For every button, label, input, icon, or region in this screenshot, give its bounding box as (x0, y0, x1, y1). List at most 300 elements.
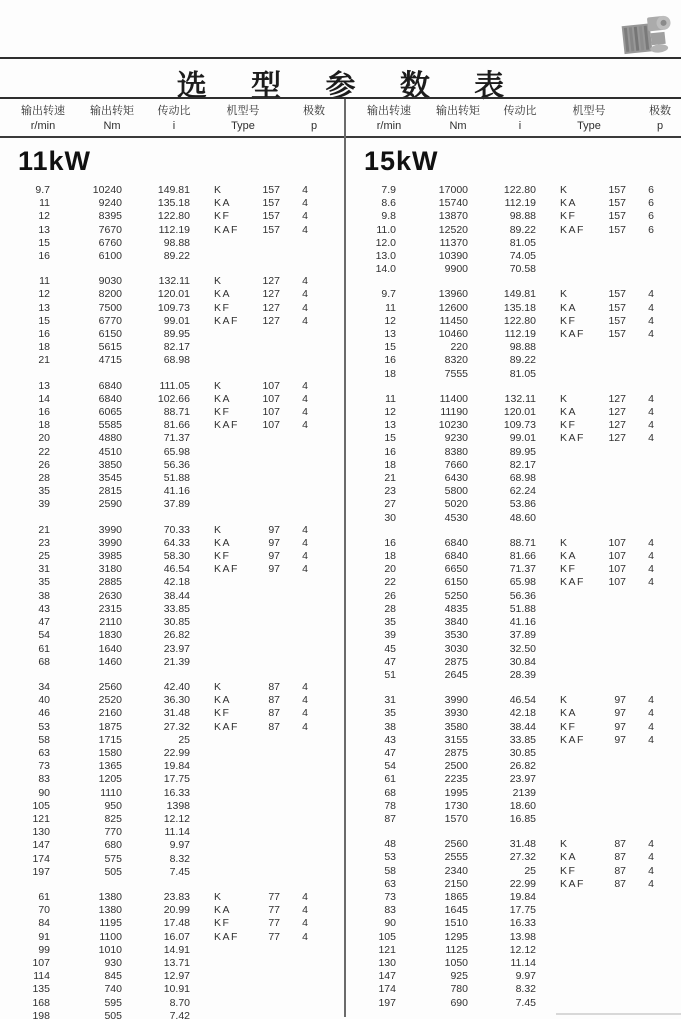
poles-cell (626, 341, 676, 354)
type-size-cell: 87 (268, 680, 280, 693)
speed-cell: 54 (384, 760, 396, 773)
column-gap (536, 865, 560, 878)
type-letters-cell (214, 853, 252, 866)
table-row (346, 406, 681, 419)
type-letters-cell (560, 472, 598, 485)
type-size-cell: 107 (608, 550, 626, 563)
type-letters-cell (214, 590, 252, 603)
table-row (0, 787, 344, 800)
type-size-cell (598, 603, 626, 616)
torque-cell: 11190 (440, 406, 468, 419)
table-row (346, 512, 681, 525)
type-letters-cell (560, 904, 598, 917)
torque-cell: 9230 (444, 432, 468, 445)
ratio-cell: 51.88 (163, 472, 190, 485)
type-size-cell (598, 957, 626, 970)
type-letters-cell (560, 263, 598, 276)
table-row (0, 432, 344, 445)
type-size-cell (598, 787, 626, 800)
column-gap (536, 800, 560, 813)
poles-cell (280, 590, 330, 603)
column-gap (536, 707, 560, 720)
type-size-cell (598, 997, 626, 1010)
torque-cell: 1195 (99, 917, 122, 930)
speed-cell: 15 (384, 432, 396, 445)
torque-cell: 770 (104, 826, 122, 839)
type-size-cell: 157 (608, 223, 626, 236)
torque-cell: 8395 (98, 210, 122, 223)
speed-cell: 9.8 (381, 210, 396, 223)
table-row (346, 341, 681, 354)
table-row (0, 237, 344, 250)
type-size-cell (598, 983, 626, 996)
ratio-cell: 33.85 (509, 733, 536, 746)
poles-cell: 4 (648, 314, 654, 327)
column-gap (190, 590, 214, 603)
torque-cell: 3530 (444, 629, 468, 642)
ratio-cell: 82.17 (163, 341, 190, 354)
poles-cell: 4 (302, 275, 308, 288)
type-letters-cell: KAF (214, 720, 239, 733)
torque-cell: 4880 (98, 432, 122, 445)
section-15kw (344, 99, 681, 1017)
poles-cell: 4 (302, 419, 308, 432)
ratio-cell: 41.16 (163, 485, 190, 498)
row-group (346, 838, 681, 1010)
type-size-cell: 97 (268, 523, 280, 536)
torque-cell: 3155 (444, 733, 468, 746)
type-size-cell: 87 (614, 877, 626, 890)
torque-cell: 2645 (444, 668, 468, 681)
table-row (346, 760, 681, 773)
table-row (0, 983, 344, 996)
type-size-cell: 77 (268, 890, 280, 903)
ratio-cell: 89.95 (509, 445, 536, 458)
type-size-cell (252, 354, 280, 367)
type-letters-cell (214, 760, 252, 773)
poles-cell (626, 354, 676, 367)
torque-cell: 595 (104, 996, 122, 1009)
ratio-cell: 48.60 (509, 511, 536, 524)
torque-cell: 10390 (438, 250, 468, 263)
speed-cell: 13.0 (375, 250, 396, 263)
row-groups (346, 184, 681, 1010)
header-ratio (492, 104, 548, 136)
poles-cell: 4 (648, 550, 654, 563)
torque-cell: 6650 (444, 563, 468, 576)
column-gap (536, 432, 560, 445)
column-gap (536, 970, 560, 983)
type-letters-cell: KF (214, 917, 231, 930)
column-gap (536, 656, 560, 669)
table-row (0, 970, 344, 983)
type-size-cell (252, 643, 280, 656)
column-gap (190, 866, 214, 879)
table-row (0, 643, 344, 656)
torque-cell: 6840 (98, 379, 122, 392)
type-size-cell: 157 (608, 314, 626, 327)
column-gap (190, 826, 214, 839)
type-size-cell (598, 931, 626, 944)
speed-cell: 61 (38, 642, 50, 655)
ratio-cell: 88.71 (509, 536, 536, 549)
type-size-cell (252, 866, 280, 879)
torque-cell: 3840 (444, 616, 468, 629)
poles-cell (626, 813, 676, 826)
ratio-cell: 23.83 (163, 890, 190, 903)
type-size-cell (252, 970, 280, 983)
power-heading-11kw: 11kW (18, 146, 92, 176)
type-size-cell (598, 263, 626, 276)
ratio-cell: 56.36 (509, 589, 536, 602)
type-size-cell: 107 (608, 536, 626, 549)
table-row (346, 747, 681, 760)
table-row (346, 800, 681, 813)
poles-cell (626, 368, 676, 381)
column-gap (536, 931, 560, 944)
ratio-cell: 16.33 (509, 917, 536, 930)
column-gap (536, 957, 560, 970)
type-letters-cell: K (560, 536, 569, 549)
type-letters-cell: KAF (560, 733, 585, 746)
ratio-cell: 132.11 (158, 275, 190, 288)
type-letters-cell: KA (214, 536, 232, 549)
speed-cell: 73 (384, 890, 396, 903)
column-gap (536, 472, 560, 485)
column-gap (190, 550, 214, 563)
speed-cell: 21 (38, 523, 50, 536)
type-size-cell (598, 472, 626, 485)
type-size-cell: 107 (608, 563, 626, 576)
column-gap (190, 917, 214, 930)
torque-cell: 2560 (444, 838, 468, 851)
ratio-cell: 99.01 (163, 314, 190, 327)
ratio-cell: 9.97 (515, 970, 536, 983)
column-gap (190, 616, 214, 629)
poles-cell: 4 (302, 392, 308, 405)
ratio-cell: 81.05 (509, 236, 536, 249)
row-group (0, 380, 344, 512)
speed-cell: 13 (38, 223, 50, 236)
row-group (0, 891, 344, 1019)
type-size-cell (598, 590, 626, 603)
column-gap (536, 944, 560, 957)
poles-cell: 4 (302, 223, 308, 236)
poles-cell (626, 643, 676, 656)
speed-cell: 83 (38, 773, 50, 786)
column-gap (536, 210, 560, 223)
poles-cell (280, 853, 330, 866)
column-gap (190, 997, 214, 1010)
speed-cell: 20 (384, 563, 396, 576)
poles-cell (626, 629, 676, 642)
speed-cell: 130 (32, 826, 50, 839)
ratio-cell: 149.81 (503, 288, 536, 301)
header-model-type-zh: 机型号 (572, 105, 606, 117)
torque-cell: 780 (450, 983, 468, 996)
torque-cell: 2340 (444, 864, 468, 877)
torque-cell: 1865 (444, 890, 468, 903)
row-group (0, 184, 344, 263)
poles-cell (280, 760, 330, 773)
row-group (346, 694, 681, 826)
type-letters-cell (214, 485, 252, 498)
torque-cell: 220 (450, 341, 468, 354)
torque-cell: 7500 (98, 301, 122, 314)
type-letters-cell (214, 341, 252, 354)
ratio-cell: 89.22 (509, 223, 536, 236)
type-letters-cell: KA (560, 301, 578, 314)
ratio-cell: 89.95 (163, 328, 190, 341)
speed-cell: 54 (38, 629, 50, 642)
table-row (346, 669, 681, 682)
type-letters-cell (214, 656, 252, 669)
speed-cell: 78 (384, 799, 396, 812)
torque-cell: 2875 (444, 655, 468, 668)
table-row (346, 472, 681, 485)
header-poles-unit: p (656, 120, 664, 132)
column-gap (536, 643, 560, 656)
ratio-cell: 53.86 (509, 498, 536, 511)
column-gap (536, 576, 560, 589)
torque-cell: 2630 (98, 589, 122, 602)
ratio-cell: 27.32 (509, 851, 536, 864)
type-size-cell (598, 368, 626, 381)
speed-cell: 15 (38, 236, 50, 249)
header-poles-zh: 极数 (303, 105, 325, 117)
column-gap (536, 616, 560, 629)
ratio-cell: 71.37 (163, 432, 190, 445)
table-row (0, 853, 344, 866)
type-letters-cell: K (560, 392, 569, 405)
type-size-cell: 107 (262, 392, 280, 405)
poles-cell: 4 (302, 406, 308, 419)
column-gap (536, 485, 560, 498)
speed-cell: 12 (384, 314, 396, 327)
ratio-cell: 31.48 (509, 838, 536, 851)
ratio-cell: 82.17 (509, 458, 536, 471)
table-row (346, 865, 681, 878)
column-gap (536, 721, 560, 734)
column-gap (536, 563, 560, 576)
table-row (346, 315, 681, 328)
type-size-cell: 157 (608, 288, 626, 301)
column-gap (190, 250, 214, 263)
type-size-cell (252, 983, 280, 996)
speed-cell: 21 (384, 472, 396, 485)
ratio-cell: 38.44 (509, 720, 536, 733)
poles-cell: 4 (648, 864, 654, 877)
row-group (346, 288, 681, 380)
ratio-cell: 7.42 (169, 1009, 190, 1019)
table-row (346, 773, 681, 786)
speed-cell: 35 (38, 485, 50, 498)
column-gap (190, 275, 214, 288)
header-poles-zh: 极数 (649, 105, 671, 117)
top-rule (0, 57, 681, 59)
poles-cell (626, 904, 676, 917)
speed-cell: 11.0 (376, 223, 396, 236)
column-gap (536, 734, 560, 747)
table-row (346, 656, 681, 669)
speed-cell: 35 (384, 616, 396, 629)
type-letters-cell (560, 970, 598, 983)
torque-cell: 950 (104, 799, 122, 812)
table-row (0, 406, 344, 419)
poles-cell (626, 891, 676, 904)
ratio-cell: 81.66 (163, 419, 190, 432)
speed-cell: 198 (32, 1009, 50, 1019)
type-letters-cell (214, 643, 252, 656)
speed-cell: 39 (38, 498, 50, 511)
table-row (0, 826, 344, 839)
header-model-type (548, 104, 630, 136)
torque-cell: 2885 (98, 576, 122, 589)
column-gap (536, 787, 560, 800)
column-gap (190, 721, 214, 734)
table-row (346, 419, 681, 432)
poles-cell (280, 485, 330, 498)
type-letters-cell: K (214, 680, 223, 693)
ratio-cell: 64.33 (163, 536, 190, 549)
column-gap (190, 813, 214, 826)
type-letters-cell (214, 773, 252, 786)
column-gap (190, 210, 214, 223)
header-output-torque-zh: 输出转矩 (90, 105, 134, 117)
type-letters-cell: K (214, 523, 223, 536)
speed-cell: 13 (384, 328, 396, 341)
poles-cell: 4 (648, 733, 654, 746)
type-letters-cell: KAF (214, 563, 239, 576)
torque-cell: 2875 (444, 746, 468, 759)
ratio-cell: 74.05 (509, 250, 536, 263)
poles-cell (626, 747, 676, 760)
ratio-cell: 111.05 (159, 379, 190, 392)
type-letters-cell (214, 446, 252, 459)
column-gap (536, 288, 560, 301)
type-size-cell: 77 (268, 904, 280, 917)
ratio-cell: 8.32 (169, 852, 190, 865)
table-row (0, 288, 344, 301)
type-size-cell (252, 341, 280, 354)
column-gap (190, 734, 214, 747)
type-size-cell (252, 747, 280, 760)
type-letters-cell: KF (560, 864, 577, 877)
type-letters-cell (560, 629, 598, 642)
table-row (346, 643, 681, 656)
torque-cell: 12520 (438, 223, 468, 236)
ratio-cell: 120.01 (157, 288, 190, 301)
ratio-cell: 10.91 (163, 983, 190, 996)
ratio-cell: 98.88 (509, 341, 536, 354)
torque-cell: 3990 (98, 536, 122, 549)
column-gap (190, 983, 214, 996)
ratio-cell: 1398 (166, 799, 190, 812)
torque-cell: 3990 (98, 523, 122, 536)
column-gap (536, 760, 560, 773)
poles-cell: 4 (302, 314, 308, 327)
type-size-cell (252, 957, 280, 970)
column-gap (190, 472, 214, 485)
poles-cell: 4 (302, 536, 308, 549)
type-letters-cell (560, 983, 598, 996)
type-size-cell: 127 (608, 419, 626, 432)
type-letters-cell (560, 800, 598, 813)
speed-cell: 7.9 (381, 184, 396, 196)
table-row (0, 184, 344, 197)
speed-cell: 22 (38, 445, 50, 458)
column-gap (190, 773, 214, 786)
type-letters-cell (560, 354, 598, 367)
speed-cell: 35 (384, 707, 396, 720)
table-row (0, 773, 344, 786)
type-letters-cell: KF (214, 406, 231, 419)
table-row (346, 368, 681, 381)
ratio-cell: 89.22 (163, 250, 190, 263)
speed-cell: 51 (384, 668, 396, 681)
torque-cell: 1995 (444, 786, 468, 799)
table-row (0, 459, 344, 472)
speed-cell: 27 (384, 498, 396, 511)
table-row (0, 302, 344, 315)
column-gap (536, 512, 560, 525)
torque-cell: 1460 (98, 655, 122, 668)
torque-cell: 7670 (98, 223, 122, 236)
column-gap (190, 459, 214, 472)
header-output-torque (78, 104, 146, 136)
table-row (0, 197, 344, 210)
column-gap (190, 904, 214, 917)
torque-cell: 6840 (444, 550, 468, 563)
type-letters-cell (560, 997, 598, 1010)
torque-cell: 2235 (444, 773, 468, 786)
ratio-cell: 46.54 (509, 694, 536, 707)
ratio-cell: 112.19 (504, 197, 536, 210)
poles-cell (626, 957, 676, 970)
poles-cell: 4 (648, 877, 654, 890)
ratio-cell: 25 (524, 864, 536, 877)
type-letters-cell: KAF (214, 223, 239, 236)
header-output-speed (354, 104, 424, 136)
ratio-cell: 109.73 (157, 301, 190, 314)
torque-cell: 6840 (98, 392, 122, 405)
speed-cell: 84 (38, 917, 50, 930)
poles-cell: 4 (302, 523, 308, 536)
type-size-cell (252, 997, 280, 1010)
ratio-cell: 9.97 (169, 839, 190, 852)
table-row (346, 576, 681, 589)
poles-cell (626, 263, 676, 276)
column-gap (536, 997, 560, 1010)
poles-cell (626, 931, 676, 944)
torque-cell: 11450 (439, 314, 468, 327)
header-output-speed-unit: r/min (376, 120, 402, 132)
torque-cell: 7660 (444, 458, 468, 471)
column-gap (190, 354, 214, 367)
torque-cell: 8200 (98, 288, 122, 301)
ratio-cell: 26.82 (509, 760, 536, 773)
type-letters-cell: KA (560, 197, 578, 210)
table-row (0, 275, 344, 288)
poles-cell (280, 826, 330, 839)
type-size-cell (252, 446, 280, 459)
torque-cell: 1365 (98, 760, 122, 773)
table-row (0, 813, 344, 826)
speed-cell: 73 (38, 760, 50, 773)
poles-cell (280, 997, 330, 1010)
poles-cell (626, 498, 676, 511)
type-size-cell (252, 813, 280, 826)
